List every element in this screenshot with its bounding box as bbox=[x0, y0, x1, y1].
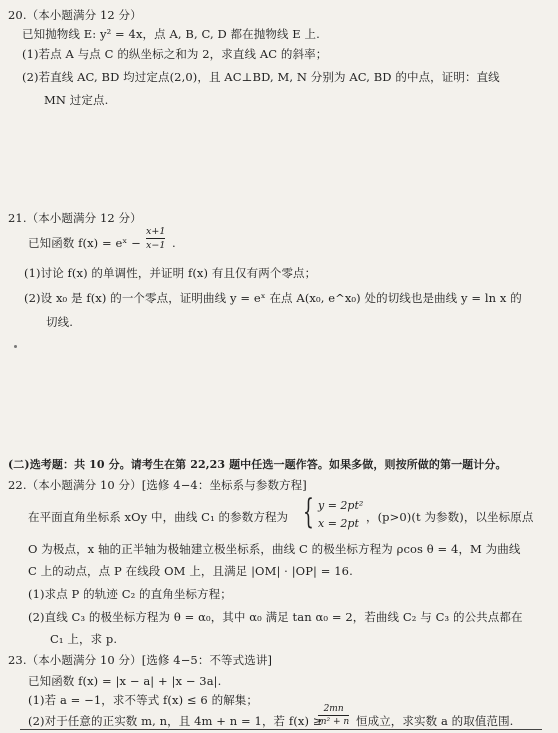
q22-part2-line2: C₁ 上，求 p. bbox=[50, 632, 118, 646]
q22-part2-line1: (2)直线 C₃ 的极坐标方程为 θ = α₀，其中 α₀ 满足 tan α₀ = 2，若曲线 C₂ 与 C₃ 的公共点都在 bbox=[28, 610, 523, 624]
q21-part1: (1)讨论 f(x) 的单调性，并证明 f(x) 有且仅有两个零点； bbox=[24, 266, 317, 280]
q20-part1: (1)若点 A 与点 C 的纵坐标之和为 2，求直线 AC 的斜率； bbox=[22, 47, 328, 61]
scan-speck bbox=[14, 345, 17, 348]
q22-stem-line1-lead: 在平面直角坐标系 xOy 中，曲线 C₁ 的参数方程为 bbox=[28, 510, 289, 524]
q20-part2-line1: (2)若直线 AC, BD 均过定点(2,0)，且 AC⊥BD, M, N 分别为 AC, BD 的中点，证明：直线 bbox=[22, 70, 500, 84]
q23-fraction-numerator: 2mn bbox=[323, 704, 344, 714]
q22-header: 22.（本小题满分 10 分）[选修 4−4：坐标系与参数方程] bbox=[8, 478, 307, 492]
q22-stem-line3: C 上的动点，点 P 在线段 OM 上，且满足 |OM| · |OP| = 16. bbox=[28, 564, 353, 578]
q23-part2-lead: (2)对于任意的正实数 m, n，且 4m + n = 1，若 f(x) ≥ bbox=[28, 714, 323, 728]
q21-fraction bbox=[146, 226, 165, 251]
q22-system-bottom: x = 2pt bbox=[318, 517, 359, 530]
bottom-rule bbox=[20, 729, 542, 730]
q23-header: 23.（本小题满分 10 分）[选修 4−5：不等式选讲] bbox=[8, 653, 273, 667]
fraction-bar bbox=[146, 238, 165, 239]
q22-stem-line2: O 为极点，x 轴的正半轴为极轴建立极坐标系，曲线 C 的极坐标方程为 ρcos θ = 4，M 为曲线 bbox=[28, 542, 521, 556]
q22-stem-line1-tail: ，(p>0)(t 为参数)，以坐标原点 bbox=[366, 510, 534, 524]
left-brace-icon: { bbox=[303, 492, 314, 532]
q21-stem-end: . bbox=[172, 236, 176, 250]
q23-fraction-denominator: m² + n bbox=[318, 717, 350, 727]
q23-stem: 已知函数 f(x) = |x − a| + |x − 3a|. bbox=[28, 674, 222, 688]
q22-part1: (1)求点 P 的轨迹 C₂ 的直角坐标方程； bbox=[28, 587, 232, 601]
q21-fraction-denominator: x−1 bbox=[146, 240, 166, 251]
fraction-bar bbox=[318, 715, 349, 716]
q21-header: 21.（本小题满分 12 分） bbox=[8, 211, 142, 225]
section2-header: (二)选考题：共 10 分。请考生在第 22,23 题中任选一题作答。如果多做，则按所做的第一题计分。 bbox=[8, 458, 507, 471]
q23-part1: (1)若 a = −1，求不等式 f(x) ≤ 6 的解集； bbox=[28, 693, 258, 707]
q21-fraction-numerator: x+1 bbox=[146, 226, 166, 237]
q23-part2-tail: 恒成立，求实数 a 的取值范围. bbox=[356, 714, 514, 728]
q22-system-top: y = 2pt² bbox=[318, 499, 364, 512]
q20-stem: 已知抛物线 E: y² = 4x，点 A, B, C, D 都在抛物线 E 上. bbox=[22, 27, 320, 41]
q21-part2-line2: 切线. bbox=[46, 315, 73, 329]
q20-header: 20.（本小题满分 12 分） bbox=[8, 8, 142, 22]
q21-stem-lead: 已知函数 f(x) = eˣ − bbox=[28, 236, 141, 250]
q21-part2-line1: (2)设 x₀ 是 f(x) 的一个零点，证明曲线 y = eˣ 在点 A(x₀, e^x₀) 处的切线也是曲线 y = ln x 的 bbox=[24, 291, 522, 305]
q20-part2-line2: MN 过定点. bbox=[44, 93, 109, 107]
q23-fraction bbox=[318, 704, 349, 727]
